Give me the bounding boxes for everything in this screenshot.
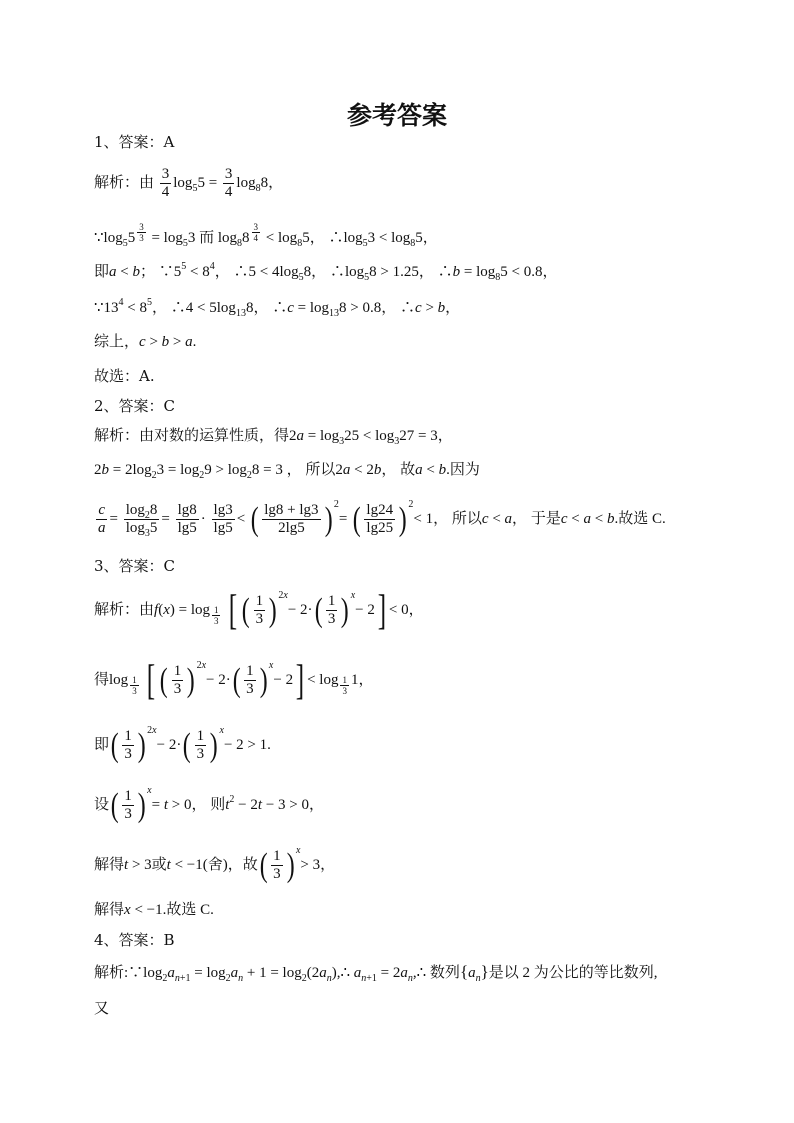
q3-line-6: 解得x < −1.故选 C. [94,902,214,918]
q1-line-1: 解析：由 $\frac{3}{4}$ $\log_55$ = $\frac{3}{4}$ $\log_88$， [94,166,284,201]
q4-line-2: 又 [94,999,110,1017]
q1-jiexi-label: 解析：由 [94,175,155,191]
q1-line-4: $\because 13^4 < 8^5$， ∴4 < $5\log_{13}8$， ∴c = $\log_{13}8 > 0.8$， ∴c > b， [94,297,461,319]
q2-line-3: $\frac{c}{a}$ = $\frac{\log_28}{\log_35}$ = $\frac{\lg 8}{\lg 5}$ · $\frac{\lg 3}{\lg 5}$ < ( $\frac{\lg 8 + \lg 3}{2\lg 5}$ ) $^2$= ( $\frac{\lg 24}{\lg 25}$ ) $^2$< 1， 所以c < a， 于是c < a < b.故选 C. [98,499,666,540]
q1-line-5: 综上，c > b > a. [94,334,197,350]
q1-conclusion: 故选：A. [94,367,155,385]
q3-line-2: 得log $_{\frac{1}{3}}$ [ ( $\frac{1}{3}$ ) $^{2x}$− 2·( $\frac{1}{3}$ ) $^x$− 2] < log $_{\frac{1}{3}}$ 1， [94,657,374,704]
q2-line-1: 解析：由对数的运算性质，得$2a = \log_325 < \log_327 = 3$， [94,428,453,447]
q4-answer: 4、答案：B [94,931,175,949]
q2-line-2: $2b = 2\log_23 = \log_29 > \log_28 = 3$ ， 所以2a < 2b， 故a < b.因为 [94,462,480,481]
q3-line-4: 设( $\frac{1}{3}$ ) $^x$= t > 0， 则$t^2 - 2t - 3 > 0$， [94,785,324,824]
q2-answer: 2、答案：C [94,397,176,415]
q1-answer: 1、答案：A [94,133,175,151]
q1-line-3: 即a < b； $\because 5^5 < 8^4$， ∴5 < $4\log_58$， $\therefore\log_58 > 1.25$， ∴b = $\log_85 < 0.8$， [94,261,558,283]
q1-line-2: $\because\log_55$ $^{\frac{3}{3}}$ = $\log_53$ 而 $\log_88$ $^{\frac{3}{4}}$ < $\log_85$， $\therefore\log_53 < \log_85$， [94,222,438,249]
q4-line-1: 解析$:\because\log_2a_{n+1} = \log_2a_n + 1$ = $\log_2(2a_n),\therefore$ $a_{n+1}$ = $2a_n,\therefore$ 数列$\{a_n\}$是以 2 为公比的等比数列, [94,962,658,984]
q3-line-5: 解得t > 3或t < −1(舍)，故( $\frac{1}{3}$ ) $^x$> 3， [94,845,336,884]
q3-line-1: 解析：由f(x) = log $_{\frac{1}{3}}$ [ ( $\frac{1}{3}$ ) $^{2x}$− 2·( $\frac{1}{3}$ ) $^x$− 2] < 0， [94,587,424,634]
q3-line-3: 即( $\frac{1}{3}$ ) $^{2x}$− 2·( $\frac{1}{3}$ ) $^x$− 2 > 1. [94,725,271,764]
page-title: 参考答案 [346,101,447,130]
q3-answer: 3、答案：C [94,557,176,575]
